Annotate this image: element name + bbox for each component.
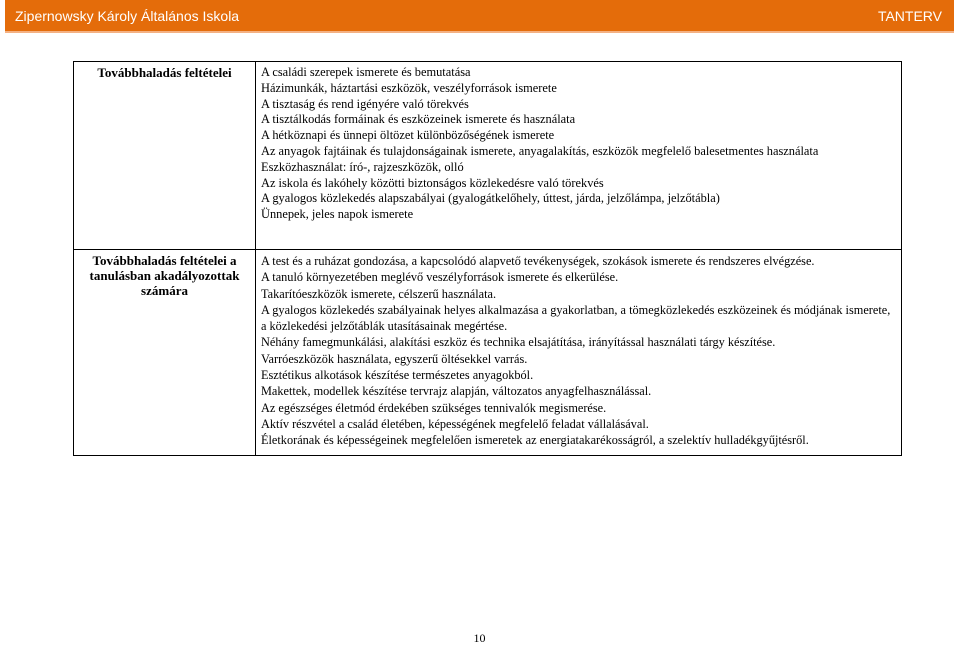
list-item: A gyalogos közlekedés szabályainak helyes alkalmazása a gyakorlatban, a tömegközlekedés eszközeinek és módjának ismerete, a közlekedési jelzőtáblák utasításainak megértése. [261, 302, 891, 334]
page-header [5, 0, 954, 33]
row-title: Továbbhaladás feltételei a tanulásban akadályozottak számára [74, 250, 256, 456]
list-item: A családi szerepek ismerete és bemutatása [261, 65, 471, 79]
items-cell [256, 250, 902, 456]
table-row [74, 250, 902, 456]
school-name: Zipernowsky Károly Általános Iskola [15, 7, 240, 24]
list-item: Ünnepek, jeles napok ismerete [261, 207, 414, 222]
list-item: A gyalogos közlekedés alapszabályai (gyalogátkelőhely, úttest, járda, jelzőlámpa, jelzőtábla) [261, 191, 720, 206]
list-item: Az anyagok fajtáinak és tulajdonságainak ismerete, anyagalakítás, eszközök megfelelő balesetmentes használata [261, 143, 819, 158]
row-title: Továbbhaladás feltételei [74, 62, 256, 250]
list-item: Aktív részvétel a család életében, képességének megfelelő feladat vállalásával. [261, 416, 649, 431]
list-item: A hétköznapi és ünnepi öltözet különbözőségének ismerete [261, 128, 555, 143]
list-item: Takarítóeszközök ismerete, célszerű használata. [261, 286, 497, 301]
items-cell [256, 62, 902, 250]
list-item: Eszközhasználat: író-, rajzeszközök, olló [261, 159, 464, 174]
list-item: Makettek, modellek készítése tervrajz alapján, változatos anyagfelhasználással. [261, 384, 652, 399]
list-item: Életkorának és képességeinek megfelelően ismeretek az energiatakarékosságról, a szelektív hulladékgyűjtésről. [261, 433, 809, 448]
list-item: Néhány famegmunkálási, alakítási eszköz és technika elsajátítása, irányítással használati tárgy készítése. [261, 335, 776, 350]
list-item: A test és a ruházat gondozása, a kapcsolódó alapvető tevékenységek, szokások ismerete és rendszeres elvégzése. [261, 254, 815, 268]
list-item: Varróeszközök használata, egyszerű öltésekkel varrás. [261, 351, 528, 366]
list-item: A tisztálkodás formáinak és eszközeinek ismerete és használata [261, 112, 576, 127]
list-item: A tanuló környezetében meglévő veszélyforrások ismerete és elkerülése. [261, 270, 619, 285]
list-item: Az egészséges életmód érdekében szükséges tennivalók megismerése. [261, 400, 607, 415]
list-item: Házimunkák, háztartási eszközök, veszélyforrások ismerete [261, 80, 557, 95]
page-number: 10 [473, 631, 486, 645]
document-type-label: TANTERV [877, 7, 942, 24]
requirements-table [73, 61, 902, 456]
table-row [74, 62, 902, 250]
list-item: A tisztaság és rend igényére való törekvés [261, 96, 469, 111]
list-item: Az iskola és lakóhely közötti biztonságos közlekedésre való törekvés [261, 175, 604, 190]
list-item: Esztétikus alkotások készítése természetes anyagokból. [261, 368, 534, 383]
